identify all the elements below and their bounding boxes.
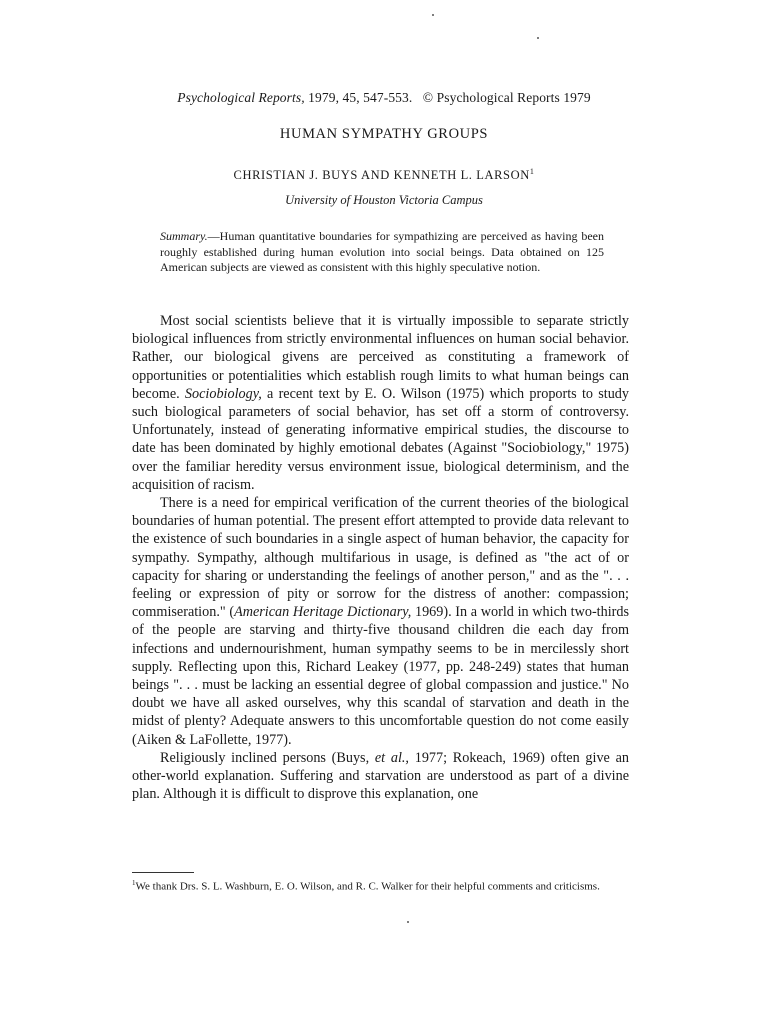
paragraph-text: 1977; Rokeach, 1969) often give an other-world explanation. Suffering and starvation are understood as part of a divine plan. Although it is difficult to disprove this explanation, one bbox=[132, 749, 629, 803]
paragraph-text: 1969). In a world in which two-thirds of the people are starving and thirty-five thousand children die each day from infections and undernourishment, human sympathy seems to be in mercilessly short supply. Reflecting upon this, Richard Leakey (1977, pp. 248-249) states that human beings ". . . must be lacking an essential degree of global compassion and justice." No doubt we have all asked ourselves, why this scandal of starvation and death in the midst of plenty? Adequate answers to this uncomfortable question do not come easily (Aiken & LaFollette, 1977). bbox=[132, 604, 629, 748]
footnote-number: 1 bbox=[132, 879, 136, 887]
book-title: Sociobiology, bbox=[184, 385, 262, 402]
summary-text: —Human quantitative boundaries for sympathizing are perceived as having been roughly established during human evolution into social beings. Data obtained on 125 American subjects are viewed as consistent with this highly speculative notion. bbox=[160, 229, 604, 274]
footnote-divider bbox=[132, 872, 194, 873]
copyright-notice: © Psychological Reports 1979 bbox=[422, 90, 591, 105]
journal-name: Psychological Reports, bbox=[177, 90, 305, 105]
journal-citation bbox=[0, 90, 768, 106]
paragraph-text: There is a need for empirical verification of the current theories of the biological boundaries of human potential. The present effort attempted to provide data relevant to the existence of such boundaries in a single aspect of human behavior, the capacity for sympathy. Sympathy, although multifarious in usage, is defined as "the act of or capacity for sharing or understanding the feelings of another person," and as the ". . . feeling or expression of pity or sorrow for the distress of another: compassion; commiseration." ( bbox=[132, 495, 629, 621]
footnote-text: We thank Drs. S. L. Washburn, E. O. Wilson, and R. C. Walker for their helpful comments and criticisms. bbox=[135, 880, 600, 893]
footnote bbox=[132, 877, 629, 894]
dictionary-title: American Heritage Dictionary, bbox=[234, 604, 412, 621]
scan-speck bbox=[407, 921, 409, 923]
paragraph-text: a recent text by E. O. Wilson (1975) which proports to study such biological parameters of social behavior, has set off a storm of controversy. Unfortunately, instead of generating informative empirical studies, the discourse to date has been dominated by highly emotional debates (Against "Sociobiology," 1975) over the familiar heredity versus environment issue, biological determinism, and the acquisition of racism. bbox=[132, 385, 629, 493]
paragraph-text: Religiously inclined persons (Buys, bbox=[160, 749, 375, 766]
paragraph-text: Most social scientists believe that it is virtually impossible to separate strictly biological influences from strictly environmental influences on human social behavior. Rather, our biological givens are perceived as constituting a framework of opportunities or potentialities which establish rough limits to what human beings can become. bbox=[132, 313, 629, 402]
body-paragraph bbox=[132, 312, 629, 494]
body-paragraph bbox=[132, 749, 629, 804]
author-names: CHRISTIAN J. BUYS AND KENNETH L. LARSON bbox=[233, 168, 530, 183]
scan-speck bbox=[432, 14, 434, 16]
summary-abstract bbox=[160, 229, 604, 276]
summary-label: Summary. bbox=[160, 229, 208, 243]
body-paragraph bbox=[132, 494, 629, 749]
scan-speck bbox=[537, 37, 539, 39]
article-authors bbox=[0, 167, 768, 183]
citation-details: 1979, 45, 547-553. bbox=[304, 90, 413, 105]
article-title: HUMAN SYMPATHY GROUPS bbox=[279, 126, 489, 142]
footnote-marker: 1 bbox=[529, 167, 535, 176]
author-affiliation: University of Houston Victoria Campus bbox=[285, 193, 483, 207]
latin-abbreviation: et al., bbox=[374, 749, 409, 766]
body-text bbox=[132, 312, 629, 803]
